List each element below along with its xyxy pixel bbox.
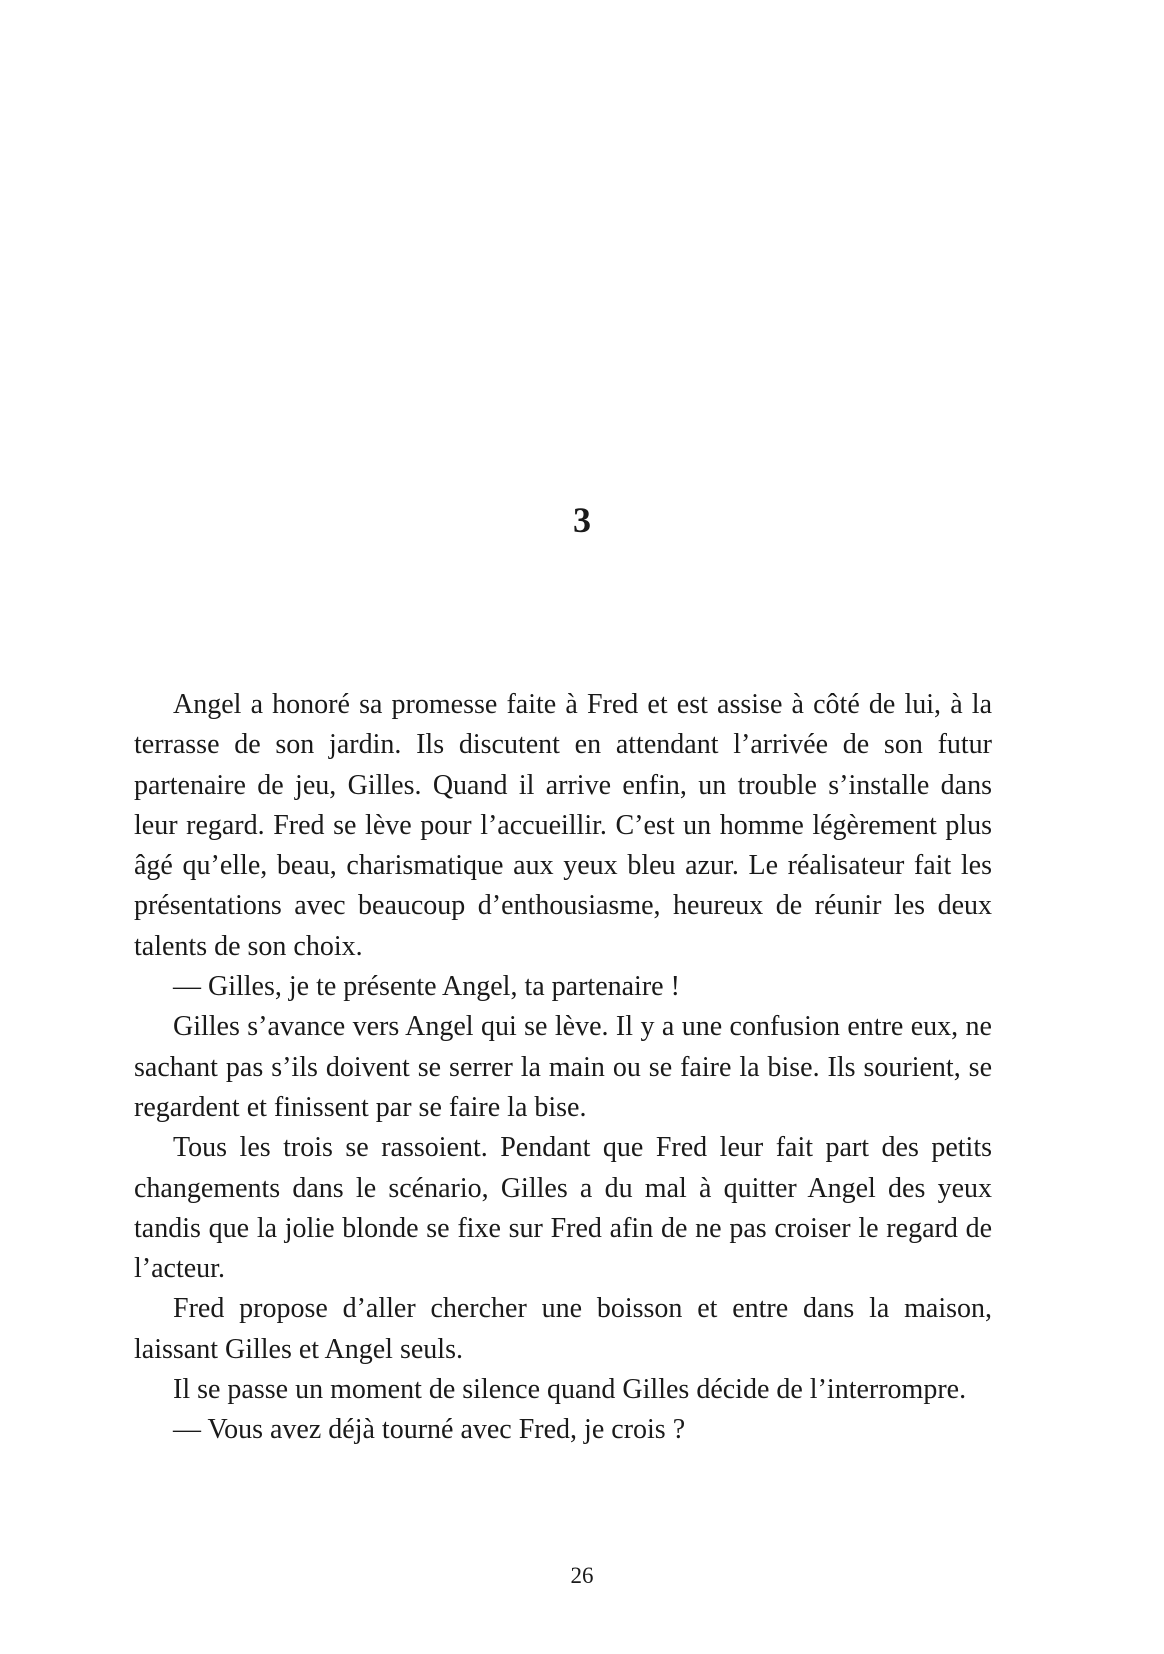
- chapter-number: 3: [573, 500, 591, 540]
- page-number: 26: [570, 1563, 594, 1588]
- dialogue-line: — Gilles, je te présente Angel, ta partenaire !: [173, 971, 680, 1003]
- paragraph: Fred propose d’aller chercher une boisson et entre dans la maison, laissant Gilles et Angel seuls.: [134, 1293, 992, 1365]
- paragraph: Tous les trois se rassoient. Pendant que Fred leur fait part des petits changements dans le scénario, Gilles a du mal à quitter Angel des yeux tandis que la jolie blonde se fixe sur Fred afin de ne pas croiser le regard de l’acteur.: [134, 1132, 992, 1285]
- paragraph: Angel a honoré sa promesse faite à Fred et est assise à côté de lui, à la terrasse de son jardin. Ils discutent en attendant l’arrivée de son futur partenaire de jeu, Gilles. Quand il arrive enfin, un trouble s’installe dans leur regard. Fred se lève pour l’accueillir. C’est un homme légèrement plus âgé qu’elle, beau, charismatique aux yeux bleu azur. Le réalisateur fait les présentations avec beaucoup d’enthousiasme, heureux de réunir les deux talents de son choix.: [134, 689, 992, 962]
- chapter-body: [134, 685, 992, 1451]
- paragraph: Il se passe un moment de silence quand Gilles décide de l’interrompre.: [173, 1374, 967, 1406]
- paragraph: Gilles s’avance vers Angel qui se lève. Il y a une confusion entre eux, ne sachant pas s’ils doivent se serrer la main ou se faire la bise. Ils sourient, se regardent et finissent par se faire la bise.: [134, 1011, 992, 1123]
- dialogue-line: — Vous avez déjà tourné avec Fred, je crois ?: [173, 1414, 686, 1446]
